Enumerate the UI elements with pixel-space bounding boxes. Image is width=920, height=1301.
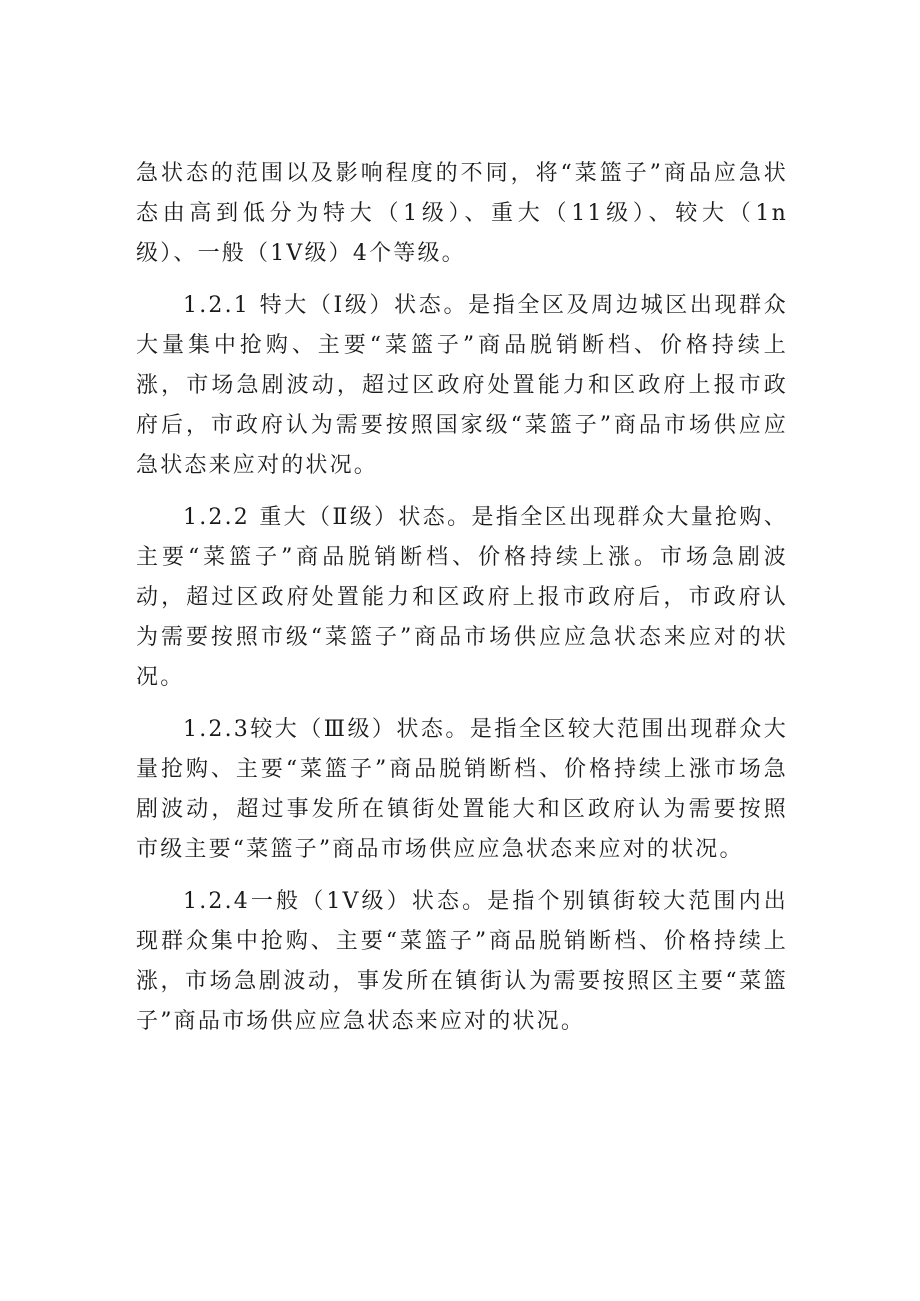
paragraph-continuation: 急状态的范围以及影响程度的不同，将“菜篮子”商品应急状态由高到低分为特大（1级）、重大（11级）、较大（1n级）、一般（1V级）4个等级。 (136, 161, 788, 266)
document-body (136, 154, 788, 1054)
paragraph-level-4: 1.2.4一般（1V级）状态。是指个别镇街较大范围内出现群众集中抢购、主要“菜篮子”商品脱销断档、价格持续上涨，市场急剧波动，事发所在镇街认为需要按照区主要“菜篮子”商品市场供应应急状态来应对的状况。 (136, 889, 788, 1034)
paragraph-level-2: 1.2.2 重大（Ⅱ级）状态。是指全区出现群众大量抢购、主要“菜篮子”商品脱销断档、价格持续上涨。市场急剧波动，超过区政府处置能力和区政府上报市政府后，市政府认为需要按照市级“菜篮子”商品市场供应应急状态来应对的状况。 (136, 505, 788, 690)
paragraph-level-1: 1.2.1 特大（I级）状态。是指全区及周边城区出现群众大量集中抢购、主要“菜篮子”商品脱销断档、价格持续上涨，市场急剧波动，超过区政府处置能力和区政府上报市政府后，市政府认为需要按照国家级“菜篮子”商品市场供应应急状态来应对的状况。 (136, 293, 788, 478)
paragraph-level-3: 1.2.3较大（Ⅲ级）状态。是指全区较大范围出现群众大量抢购、主要“菜篮子”商品脱销断档、价格持续上涨市场急剧波动，超过事发所在镇街处置能大和区政府认为需要按照市级主要“菜篮子”商品市场供应应急状态来应对的状况。 (136, 717, 788, 862)
